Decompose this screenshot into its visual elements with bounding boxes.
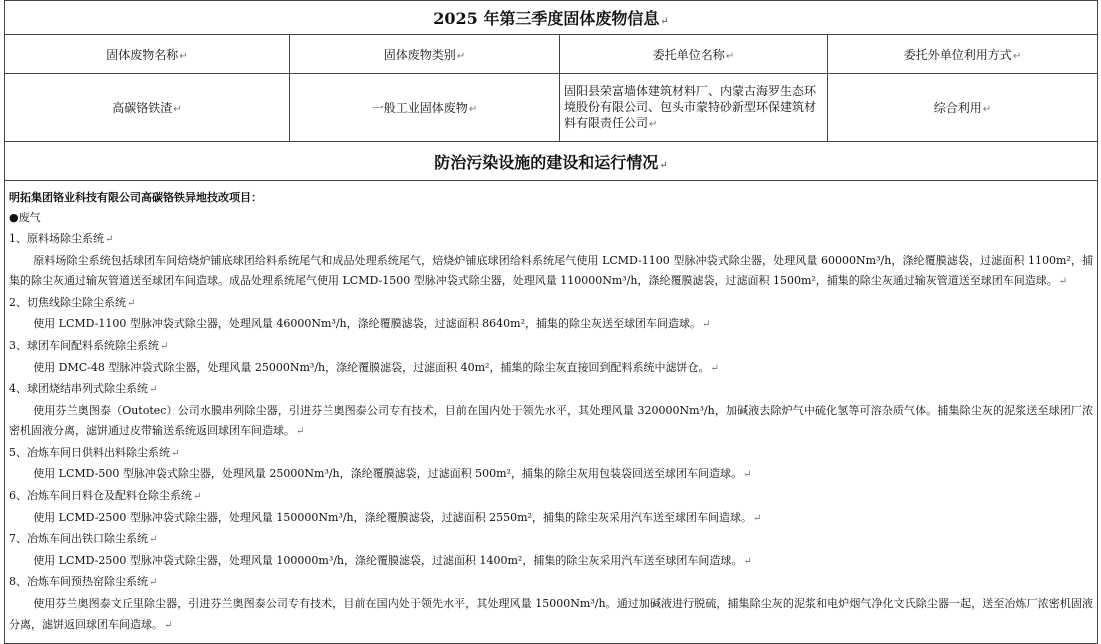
cell-waste-name: 高碳铬铁渣↵ [5,74,290,142]
title-row [5,1,1098,35]
paragraph-mark-icon: ↵ [149,577,158,589]
item-heading: 4、球团烧结串列式除尘系统↵ [9,382,158,396]
cell-entrusted-units: 固阳县荣富墙体建筑材料厂、内蒙古海罗生态环境股份有限公司、包头市蒙特砂新型环保建筑材料有限责任公司↵ [560,74,828,142]
paragraph-mark-icon: ↵ [982,104,992,115]
paragraph-mark-icon: ↵ [105,233,114,245]
paragraph-mark-icon: ↵ [296,426,305,438]
paragraph-mark-icon: ↵ [752,512,762,524]
paragraph-mark-icon: ↵ [456,50,466,62]
item-heading: 6、冶炼车间日料仓及配料仓除尘系统↵ [9,489,202,503]
paragraph-mark-icon: ↵ [742,469,752,481]
paragraph-mark-icon: ↵ [171,447,180,459]
section-row [5,142,1098,181]
item-text: 使用 DMC-48 型脉冲袋式除尘器，处理风量 25000Nm³/h，涤纶覆膜滤袋，过滤面积 40m²，捕集的除尘灰直接回到配料系统中滤饼仓。↵ [33,360,719,374]
item-text: 使用 LCMD-2500 型脉冲袋式除尘器，处理风量 150000Nm³/h，涤纶覆膜滤袋，过滤面积 2550m²，捕集的除尘灰采用汽车送至球团车间造球。↵ [33,510,762,524]
paragraph-mark-icon: ↵ [149,384,158,396]
paragraph-mark-icon: ↵ [173,104,182,115]
paragraph-mark-icon: ↵ [193,491,202,503]
item-heading: 3、球团车间配料系统除尘系统↵ [9,338,169,352]
item-text: 使用芬兰奥图泰（Outotec）公司水膜串列除尘器，引进芬兰奥图泰公司专有技术，目前在国内处于领先水平，其处理风量 320000Nm³/h，加碱液去除炉气中硫化氢等可溶杂质气体。捕集除尘灰的泥浆送至球团厂浓密机固液分离，滤饼通过皮带输送系统返回球团车间造球。↵ [9,403,1093,438]
project-title: 明拓集团铬业科技有限公司高碳铬铁异地技改项目： [9,190,262,204]
paragraph-mark-icon: ↵ [1058,276,1068,288]
item-heading: 5、冶炼车间日供料出料除尘系统↵ [9,445,180,459]
solid-waste-table [4,0,1098,644]
paragraph-mark-icon: ↵ [149,534,158,546]
item-text: 使用 LCMD-2500 型脉冲袋式除尘器，处理风量 100000m³/h，涤纶覆膜滤袋，过滤面积 1400m²，捕集的除尘灰采用汽车送至球团车间造球。↵ [33,553,752,567]
header-waste-category: 固体废物类别↵ [290,35,560,74]
category-label: ●废气 [9,211,41,225]
paragraph-mark-icon: ↵ [710,362,719,374]
header-entrusted-unit: 委托单位名称↵ [560,35,828,74]
item-heading: 1、原料场除尘系统↵ [9,231,114,245]
paragraph-mark-icon: ↵ [160,340,169,352]
paragraph-mark-icon: ↵ [701,319,711,331]
content-row [5,181,1098,644]
header-row [5,35,1098,74]
section-title: 防治污染设施的建设和运行情况 [434,152,659,172]
section-title-cell [5,142,1098,181]
document-title: 2025 年第三季度固体废物信息 [433,9,660,28]
item-heading: 8、冶炼车间预热窑除尘系统↵ [9,575,158,589]
pollution-facilities-content [5,181,1098,644]
item-text: 使用芬兰奥图泰文丘里除尘器，引进芬兰奥图泰公司专有技术，目前在国内处于领先水平，其处理风量 15000Nm³/h。通过加碱液进行脱硫，捕集除尘灰的泥浆和电炉烟气净化文氏除尘器一起，送至冶炼厂浓密机固液分离，滤饼返回球团车间造球。↵ [9,597,1093,631]
cell-utilization: 综合利用↵ [828,74,1098,142]
paragraph-mark-icon: ↵ [164,619,173,631]
item-text: 使用 LCMD-500 型脉冲袋式除尘器，处理风量 25000Nm³/h，涤纶覆膜滤袋，过滤面积 500m²，捕集的除尘灰用包装袋回送至球团车间造球。↵ [33,467,752,481]
item-heading: 7、冶炼车间出铁口除尘系统↵ [9,532,158,546]
paragraph-mark-icon: ↵ [659,159,668,171]
paragraph-mark-icon: ↵ [127,297,136,309]
paragraph-mark-icon: ↵ [660,16,669,27]
paragraph-mark-icon: ↵ [179,50,188,62]
header-waste-name: 固体废物名称↵ [5,35,290,74]
paragraph-mark-icon: ↵ [743,555,752,567]
item-heading: 2、切焦线除尘除尘系统↵ [9,295,136,309]
cell-waste-category: 一般工业固体废物↵ [290,74,560,142]
paragraph-mark-icon: ↵ [649,118,658,130]
header-utilization-method: 委托外单位利用方式↵ [828,35,1098,74]
paragraph-mark-icon: ↵ [725,50,735,62]
item-text: 使用 LCMD-1100 型脉冲袋式除尘器，处理风量 46000Nm³/h，涤纶覆膜滤袋，过滤面积 8640m²，捕集的除尘灰送至球团车间造球。↵ [33,317,711,331]
item-text: 原料场除尘系统包括球团车间焙烧炉铺底球团给料系统尾气和成品处理系统尾气，焙烧炉铺底球团给料系统尾气使用 LCMD-1100 型脉冲袋式除尘器，处理风量 60000Nm³/h，涤纶覆膜滤袋，过滤面积 1100m²，捕集的除尘灰通过输灰管道送至球团车间造球。成品处理系统尾气使用 LCMD-1500 型脉冲袋式除尘器，处理风量 110000Nm³/h，涤纶覆膜滤袋，过滤面积 1500m²，捕集的除尘灰通过输灰管道送至球团车间造球。↵ [9,253,1093,288]
table-row [5,74,1098,142]
paragraph-mark-icon: ↵ [468,104,478,115]
document-title-cell [5,1,1098,35]
paragraph-mark-icon: ↵ [1012,50,1022,62]
